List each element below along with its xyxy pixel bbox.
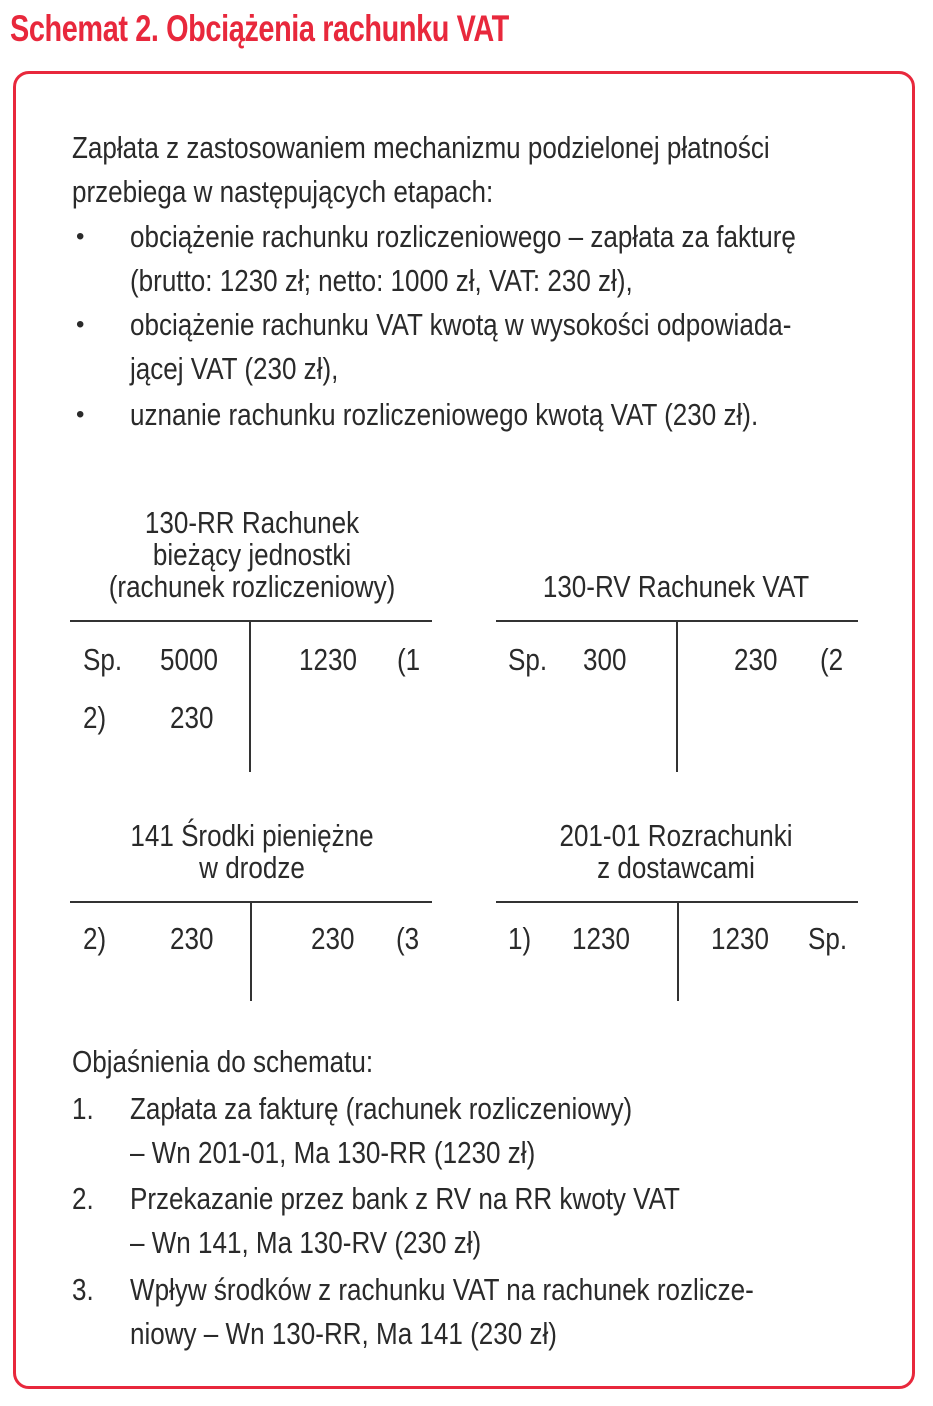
t-account-vline (249, 620, 251, 772)
note-2-line-1: Przekazanie przez bank z RV na RR kwoty VAT (130, 1181, 680, 1216)
schema-title: Schemat 2. Obciążenia rachunku VAT (10, 8, 509, 49)
note-1-line-1: Zapłata za fakturę (rachunek rozliczeniowy) (130, 1091, 633, 1126)
account-title: 201-01 Rozrachunki (559, 818, 793, 853)
credit-amount: 1230 (299, 642, 357, 677)
bullet-2-line-2: jącej VAT (230 zł), (130, 351, 339, 386)
debit-label: 2) (83, 921, 107, 956)
intro-line-1: Zapłata z zastosowaniem mechanizmu podzielonej płatności (72, 130, 770, 165)
bullet-2-line-1: obciążenie rachunku VAT kwotą w wysokości odpowiada- (130, 307, 792, 342)
credit-amount: 230 (734, 642, 778, 677)
note-2-number: 2. (72, 1181, 94, 1216)
account-title: 141 Środki pieniężne (130, 818, 374, 853)
t-account-vline (250, 901, 252, 1001)
bullet-1-line-2: (brutto: 1230 zł; netto: 1000 zł, VAT: 230 zł), (130, 263, 633, 298)
t-account-vline (676, 620, 678, 772)
note-2-line-2: – Wn 141, Ma 130-RV (230 zł) (130, 1225, 482, 1260)
debit-label: Sp. (83, 642, 123, 677)
debit-label: Sp. (508, 642, 548, 677)
account-title: 130-RR Rachunek (144, 505, 360, 540)
bullet-3: • (76, 401, 85, 428)
debit-amount: 1230 (572, 921, 630, 956)
credit-label: (2 (820, 642, 844, 677)
intro-line-2: przebiega w następujących etapach: (72, 174, 494, 209)
note-1-number: 1. (72, 1091, 94, 1126)
debit-label: 1) (508, 921, 532, 956)
debit-label: 2) (83, 700, 107, 735)
account-title: w drodze (199, 850, 305, 885)
credit-label: (1 (397, 642, 421, 677)
bullet-1-line-1: obciążenie rachunku rozliczeniowego – zapłata za fakturę (130, 219, 796, 254)
credit-label: (3 (396, 921, 420, 956)
credit-amount: 230 (311, 921, 355, 956)
notes-heading: Objaśnienia do schematu: (72, 1044, 374, 1079)
debit-amount: 230 (170, 700, 214, 735)
debit-amount: 230 (170, 921, 214, 956)
t-account-hline (70, 620, 432, 622)
credit-amount: 1230 (711, 921, 769, 956)
t-account-vline (677, 901, 679, 1001)
bullet-1: • (76, 223, 85, 250)
note-3-number: 3. (72, 1272, 94, 1307)
credit-label: Sp. (808, 921, 848, 956)
account-title: 130-RV Rachunek VAT (542, 569, 810, 604)
debit-amount: 5000 (160, 642, 218, 677)
bullet-2: • (76, 311, 85, 338)
note-3-line-1: Wpływ środków z rachunku VAT na rachunek rozlicze- (130, 1272, 754, 1307)
account-title: z dostawcami (597, 850, 755, 885)
account-title: (rachunek rozliczeniowy) (108, 569, 396, 604)
note-3-line-2: niowy – Wn 130-RR, Ma 141 (230 zł) (130, 1316, 557, 1351)
debit-amount: 300 (583, 642, 627, 677)
account-title: bieżący jednostki (152, 537, 352, 572)
note-1-line-2: – Wn 201-01, Ma 130-RR (1230 zł) (130, 1135, 536, 1170)
bullet-3-line-1: uznanie rachunku rozliczeniowego kwotą VAT (230 zł). (130, 397, 759, 432)
